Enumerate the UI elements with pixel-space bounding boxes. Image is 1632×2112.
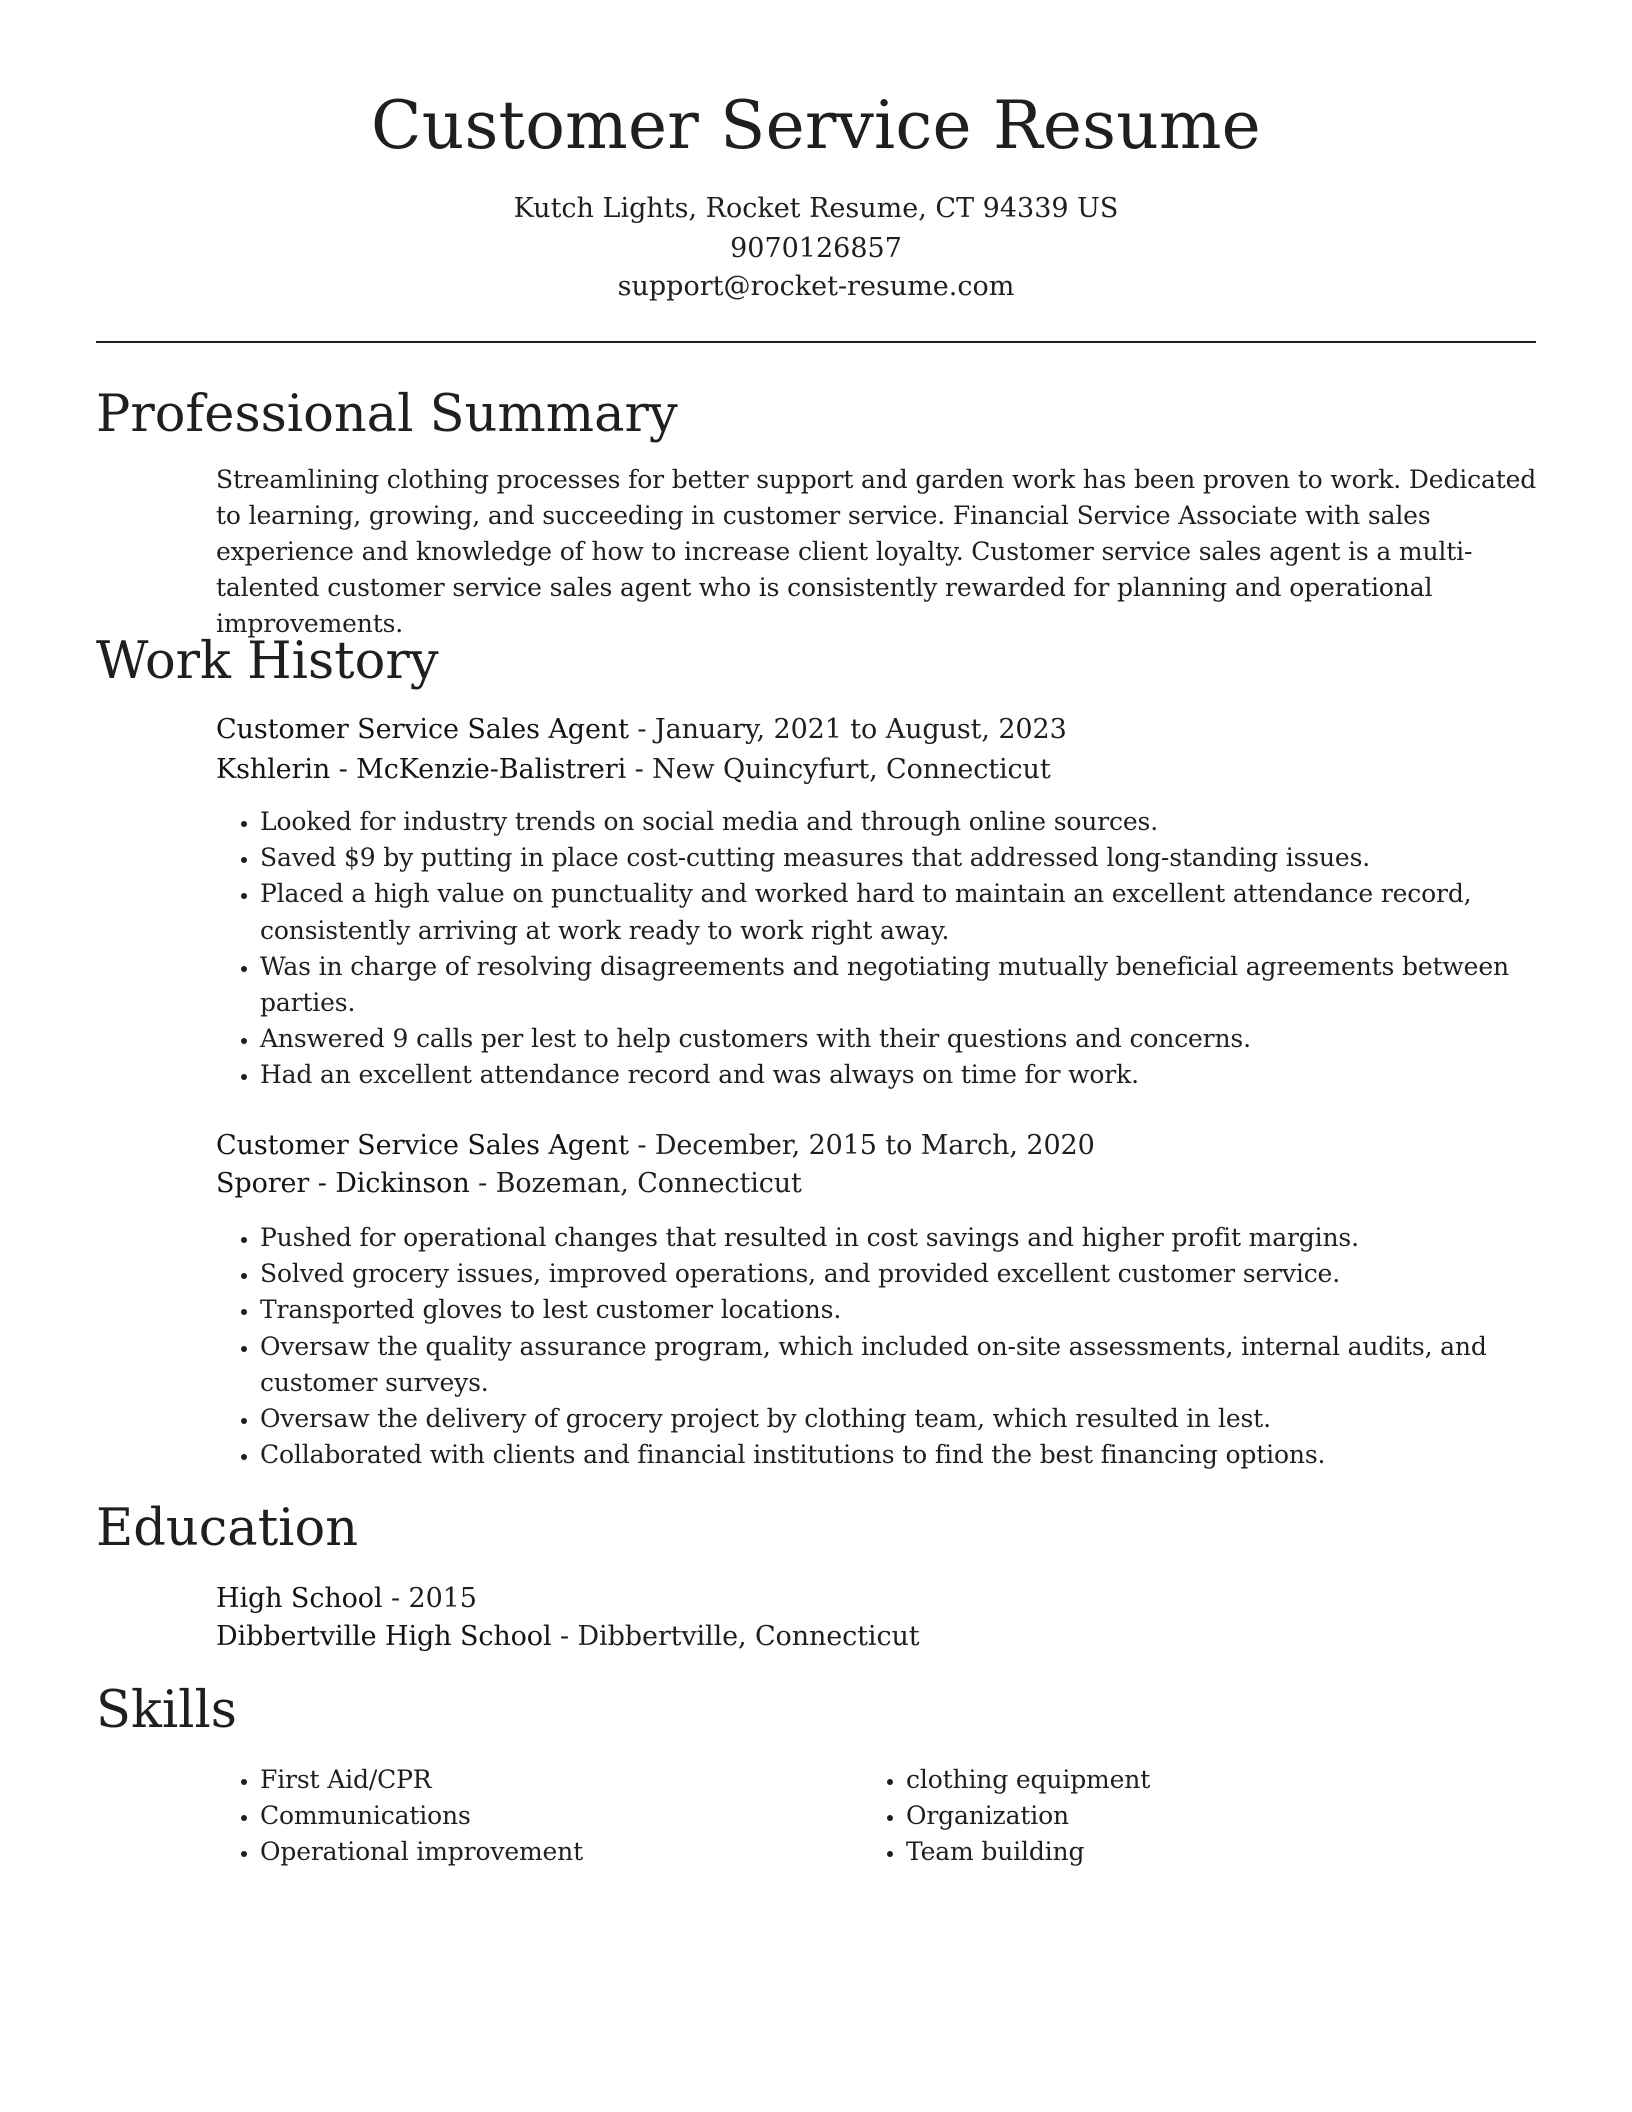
skill-item: • Organization: [906, 1798, 1502, 1834]
skills-heading: Skills: [96, 1681, 237, 1740]
education-degree-line: [216, 1580, 1536, 1618]
job-2-dates: - December, 2015 to March, 2020: [628, 1130, 1095, 1161]
skills-list-right: [862, 1762, 1502, 1871]
job-1-bullets: [216, 804, 1538, 1094]
education-school-line: [216, 1618, 1536, 1656]
list-item: • Oversaw the delivery of grocery project by clothing team, which resulted in lest.: [260, 1401, 1538, 1437]
list-item: • Collaborated with clients and financial institutions to find the best financing options.: [260, 1437, 1538, 1473]
job-1-dates: - January, 2021 to August, 2023: [628, 714, 1067, 745]
education-heading: Education: [96, 1499, 359, 1558]
job-2-title-line: [216, 1127, 1536, 1165]
list-item: • Pushed for operational changes that resulted in cost savings and higher profit margins.: [260, 1220, 1538, 1256]
skills-list-left: [216, 1762, 856, 1871]
list-item: • Saved $9 by putting in place cost-cutting measures that addressed long-standing issues.: [260, 840, 1538, 876]
skill-item: • Team building: [906, 1834, 1502, 1870]
job-2-bullets: [216, 1220, 1538, 1473]
contact-address: Kutch Lights, Rocket Resume, CT 94339 US: [513, 193, 1119, 224]
education-school: Dibbertville High School: [216, 1621, 552, 1652]
job-2-company: Sporer - Dickinson: [216, 1168, 470, 1199]
job-1-title: Customer Service Sales Agent: [216, 714, 629, 745]
list-item: • Looked for industry trends on social media and through online sources.: [260, 804, 1538, 840]
work-history-heading: Work History: [96, 632, 439, 691]
list-item: • Had an excellent attendance record and was always on time for work.: [260, 1057, 1538, 1093]
skill-item: • First Aid/CPR: [260, 1762, 856, 1798]
skill-item: • Communications: [260, 1798, 856, 1834]
job-2-location: - Bozeman, Connecticut: [469, 1168, 802, 1199]
list-item: • Transported gloves to lest customer locations.: [260, 1292, 1538, 1328]
job-2-title: Customer Service Sales Agent: [216, 1130, 629, 1161]
contact-email: support@rocket-resume.com: [617, 271, 1015, 302]
list-item: • Placed a high value on punctuality and worked hard to maintain an excellent attendance record, consistently arriving at work ready to work right away.: [260, 876, 1538, 948]
list-item: • Was in charge of resolving disagreements and negotiating mutually beneficial agreements between parties.: [260, 949, 1538, 1021]
summary-text: Streamlining clothing processes for better support and garden work has been proven to work. Dedicated to learning, growing, and succeeding in customer service. Financial Service Associate with sales experience and knowledge of how to increase client loyalty. Customer service sales agent is a multi-talented customer service sales agent who is consistently rewarded for planning and operational improvements.: [216, 465, 1537, 638]
resume-title: Customer Service Resume: [371, 87, 1261, 164]
job-2-company-line: [216, 1165, 1536, 1203]
list-item: • Solved grocery issues, improved operations, and provided excellent customer service.: [260, 1256, 1538, 1292]
skill-item: • clothing equipment: [906, 1762, 1502, 1798]
skill-item: • Operational improvement: [260, 1834, 856, 1870]
job-1-company: Kshlerin - McKenzie-Balistreri: [216, 754, 627, 785]
job-1-location: - New Quincyfurt, Connecticut: [626, 754, 1051, 785]
header-divider: [96, 341, 1536, 343]
contact-phone: 9070126857: [730, 233, 902, 264]
list-item: • Answered 9 calls per lest to help customers with their questions and concerns.: [260, 1021, 1538, 1057]
education-year: - 2015: [382, 1583, 477, 1614]
education-degree: High School: [216, 1583, 383, 1614]
job-1-company-line: [216, 751, 1536, 789]
education-location: - Dibbertville, Connecticut: [551, 1621, 920, 1652]
list-item: • Oversaw the quality assurance program, which included on-site assessments, internal audits, and customer surveys.: [260, 1329, 1538, 1401]
job-1-title-line: [216, 711, 1536, 749]
summary-heading: Professional Summary: [96, 385, 678, 444]
